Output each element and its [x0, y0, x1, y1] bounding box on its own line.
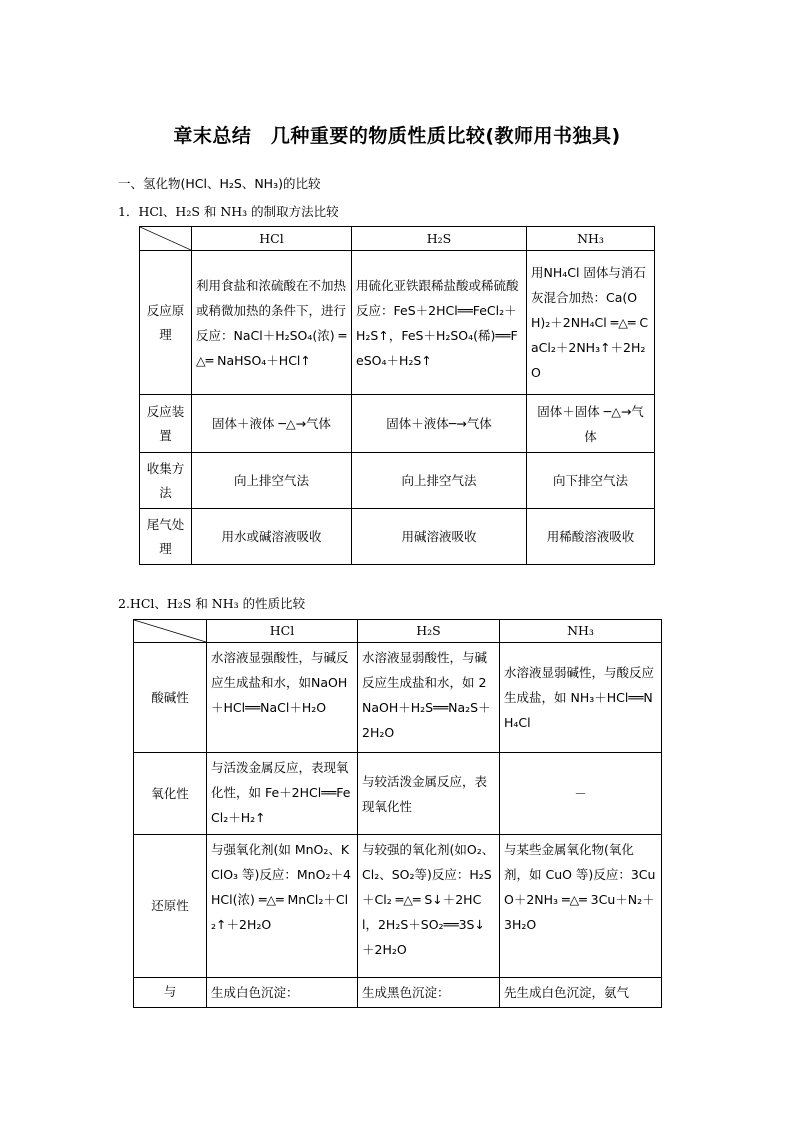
- table-row: [134, 835, 662, 978]
- table-cell: 与某些金属氧化物(氧化剂，如 CuO 等)反应：3CuO＋2NH₃ ═△═ 3Cu＋N₂＋3H₂O: [500, 835, 662, 978]
- table-cell: 与较活泼金属反应，表现氧化性: [358, 753, 500, 835]
- table-cell: 固体＋液体─→气体: [352, 395, 527, 453]
- column-header: NH₃: [527, 227, 655, 251]
- table-cell: 用硫化亚铁跟稀盐酸或稀硫酸反应：FeS＋2HCl══FeCl₂＋H₂S↑，FeS＋H₂SO₄(稀)══FeSO₄＋H₂S↑: [352, 251, 527, 395]
- row-label: 还原性: [134, 835, 207, 978]
- page-title: 章末总结 几种重要的物质性质比较(教师用书独具): [173, 125, 621, 147]
- table-header-row: [134, 620, 662, 643]
- table-cell: 与强氧化剂(如 MnO₂、KClO₃ 等)反应：MnO₂＋4HCl(浓) ═△═ MnCl₂＋Cl₂↑＋2H₂O: [207, 835, 358, 978]
- table-cell: 与较强的氧化剂(如O₂、Cl₂、SO₂等)反应：H₂S＋Cl₂ ═△═ S↓＋2HCl，2H₂S＋SO₂══3S↓＋2H₂O: [358, 835, 500, 978]
- subsection-heading-properties: 2.HCl、H₂S 和 NH₃ 的性质比较: [118, 596, 306, 611]
- table-row: [140, 453, 655, 509]
- table-cell: 利用食盐和浓硫酸在不加热或稍微加热的条件下，进行反应：NaCl＋H₂SO₄(浓) ═△═ NaHSO₄＋HCl↑: [192, 251, 352, 395]
- row-label: 与: [134, 978, 207, 1008]
- table-cell: 用稀酸溶液吸收: [527, 509, 655, 565]
- table-header-row: [140, 227, 655, 251]
- table-row: [140, 251, 655, 395]
- table-cell: 用NH₄Cl 固体与消石灰混合加热：Ca(OH)₂＋2NH₄Cl ═△═ CaCl₂＋2NH₃↑＋2H₂O: [527, 251, 655, 395]
- column-header: HCl: [192, 227, 352, 251]
- table-cell: 用碱溶液吸收: [352, 509, 527, 565]
- table-cell: 向上排空气法: [192, 453, 352, 509]
- table-cell: 用水或碱溶液吸收: [192, 509, 352, 565]
- table-row: [134, 978, 662, 1008]
- column-header: H₂S: [352, 227, 527, 251]
- table-cell: 固体＋液体 ─△→气体: [192, 395, 352, 453]
- table-row: [134, 753, 662, 835]
- table-cell: 与活泼金属反应，表现氧化性，如 Fe＋2HCl══FeCl₂＋H₂↑: [207, 753, 358, 835]
- section-heading: 一、氢化物(HCl、H₂S、NH₃)的比较: [118, 176, 321, 191]
- column-header: H₂S: [358, 620, 500, 643]
- diagonal-corner-cell: [140, 227, 192, 251]
- table-row: [140, 395, 655, 453]
- diagonal-corner-cell: [134, 620, 207, 643]
- row-label: 反应原理: [140, 251, 192, 395]
- properties-comparison-table: [133, 619, 662, 1008]
- table-cell: 水溶液显弱碱性，与酸反应生成盐，如 NH₃＋HCl══NH₄Cl: [500, 643, 662, 753]
- table-cell: 水溶液显强酸性，与碱反应生成盐和水，如NaOH＋HCl══NaCl＋H₂O: [207, 643, 358, 753]
- subsection-heading-preparation: 1．HCl、H₂S 和 NH₃ 的制取方法比较: [118, 204, 339, 219]
- preparation-comparison-table: [139, 226, 655, 565]
- row-label: 收集方法: [140, 453, 192, 509]
- table-cell: 向下排空气法: [527, 453, 655, 509]
- table-cell: 水溶液显弱酸性，与碱反应生成盐和水，如 2NaOH＋H₂S══Na₂S＋2H₂O: [358, 643, 500, 753]
- row-label: 酸碱性: [134, 643, 207, 753]
- table-row: [140, 509, 655, 565]
- table-cell: 向上排空气法: [352, 453, 527, 509]
- column-header: HCl: [207, 620, 358, 643]
- table-cell: 生成黑色沉淀：: [358, 978, 500, 1008]
- table-cell: 生成白色沉淀：: [207, 978, 358, 1008]
- table-row: [134, 643, 662, 753]
- table-cell: 先生成白色沉淀，氨气: [500, 978, 662, 1008]
- row-label: 氧化性: [134, 753, 207, 835]
- column-header: NH₃: [500, 620, 662, 643]
- row-label: 反应装置: [140, 395, 192, 453]
- table-cell: －: [500, 753, 662, 835]
- row-label: 尾气处理: [140, 509, 192, 565]
- table-cell: 固体＋固体 ─△→气体: [527, 395, 655, 453]
